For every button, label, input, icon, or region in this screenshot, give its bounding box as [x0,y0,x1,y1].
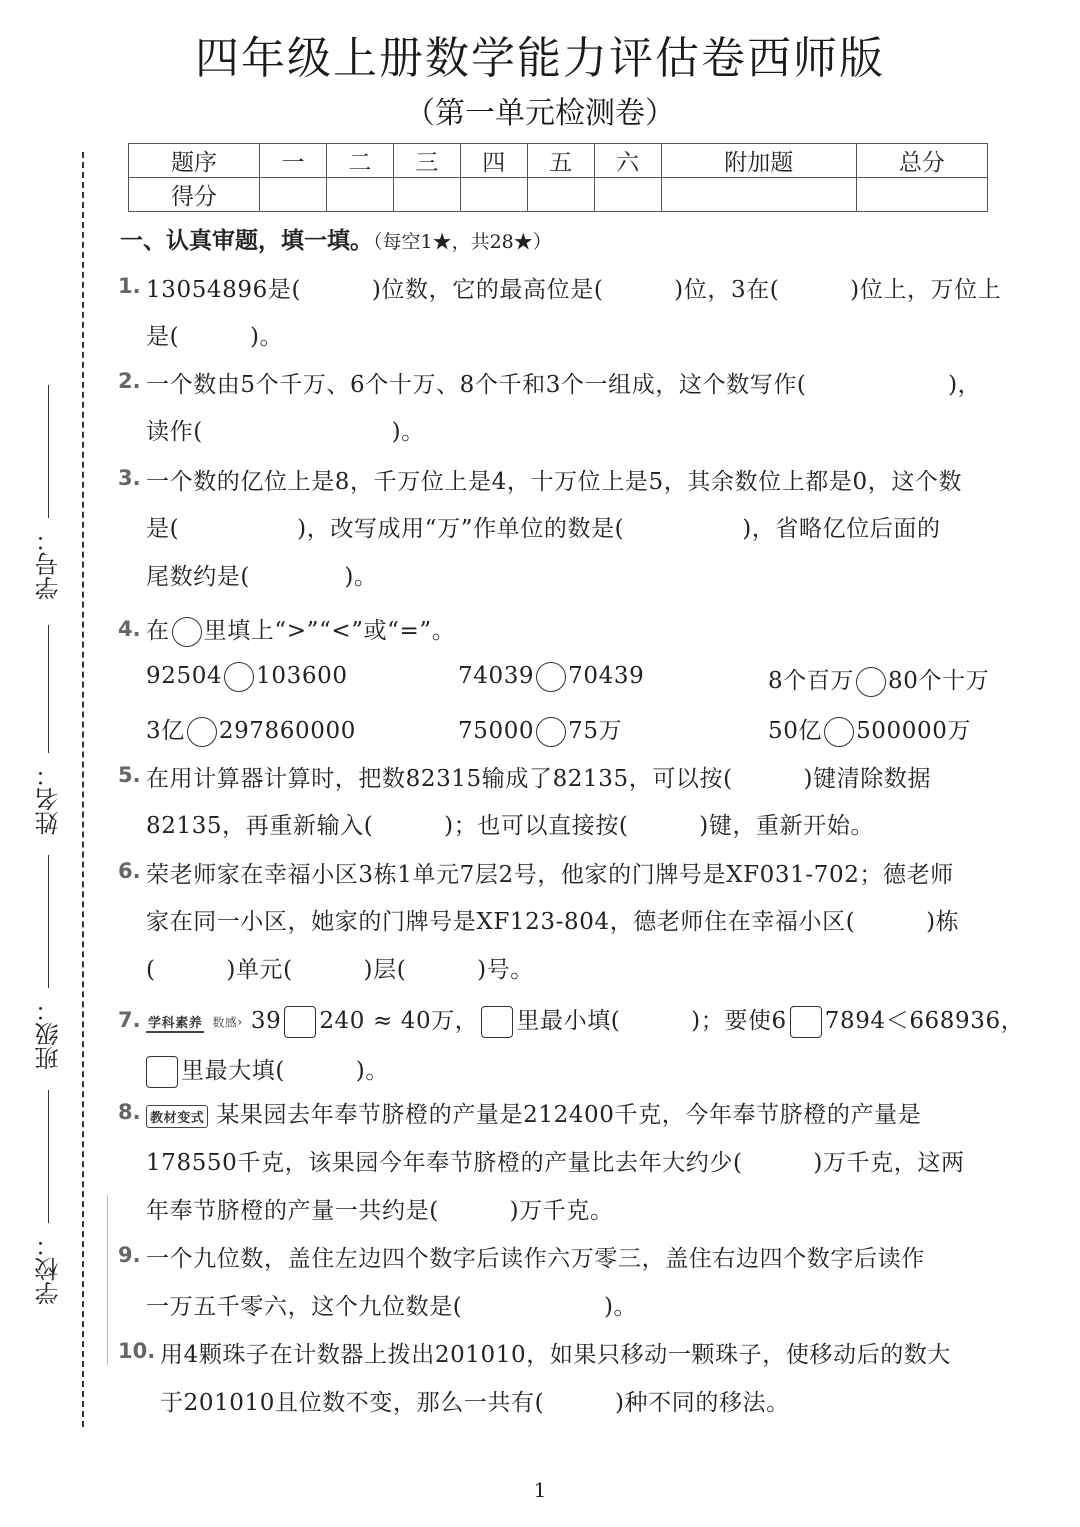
question-text: 是( )，改写成用“万”作单位的数是( )，省略亿位后面的 [146,516,941,542]
question-number: 6. [118,859,141,883]
table-cell: 总分 [856,144,987,178]
compare-left: 74039 [458,663,535,689]
question-text [146,612,455,647]
student-id-field [20,385,76,600]
circle-blank[interactable] [824,717,854,747]
compare-item [146,712,356,747]
compare-left: 75000 [458,718,535,744]
score-table-header-row [129,144,988,178]
question-text: 在用计算器计算时，把数82315输成了82135，可以按( )键清除数据 [146,766,932,792]
compare-left: 92504 [146,663,223,689]
page-number: 1 [533,1478,547,1502]
table-cell: 得分 [129,178,260,212]
question-text: 于201010且位数不变，那么一共有( )种不同的移法。 [160,1390,790,1416]
circle-blank[interactable] [536,662,566,692]
compare-left: 8个百万 [768,668,855,694]
q4-prefix: 在 [146,618,170,644]
circle-blank[interactable] [187,717,217,747]
compare-item [458,712,622,747]
question-text: 82135，再重新输入( )；也可以直接按( )键，重新开始。 [146,813,875,839]
square-blank [146,1056,178,1088]
table-cell: 二 [327,144,394,178]
question-text: 用4颗珠子在计数器上拨出201010，如果只移动一颗珠子，使移动后的数大 [160,1342,952,1368]
table-cell: 题序 [129,144,260,178]
question-text: 年奉节脐橙的产量一共约是( )万千克。 [146,1198,614,1224]
question-text: 家在同一小区，她家的门牌号是XF123-804，德老师住在幸福小区( )栋 [146,909,960,935]
q7-part: 240 ≈ 40万， [319,1008,479,1034]
score-cell[interactable] [661,178,856,212]
table-cell: 一 [260,144,327,178]
chevron-right-icon: › [237,1015,243,1029]
question-text [146,1096,921,1129]
section-title: 一、认真审题，填一填。 [120,228,373,254]
question-text: 一个数的亿位上是8，千万位上是4，十万位上是5，其余数位上都是0，这个数 [146,469,963,495]
table-cell: 附加题 [661,144,856,178]
compare-item [768,662,989,697]
score-cell[interactable] [594,178,661,212]
compare-left: 50亿 [768,718,823,744]
student-id-line [48,385,49,518]
margin-rule [107,1195,108,1365]
question-text [146,1002,1024,1038]
section-heading [120,222,552,255]
question-number: 3. [118,466,141,490]
question-number: 5. [118,763,141,787]
page-title: 四年级上册数学能力评估卷西师版 [195,33,885,84]
circle-blank[interactable] [856,667,886,697]
q7-part: 里最小填( )；要使6 [516,1008,787,1034]
compare-right: 75万 [568,718,623,744]
score-cell[interactable] [393,178,460,212]
table-cell: 六 [594,144,661,178]
question-number: 1. [118,274,141,298]
question-text [146,1052,389,1088]
question-text: 是( )。 [146,324,284,350]
compare-right: 297860000 [218,718,356,744]
question-text: 178550千克，该果园今年奉节脐橙的产量比去年大约少( )万千克，这两 [146,1150,965,1176]
q7-part: 39 [250,1008,282,1034]
question-text: 尾数约是( )。 [146,564,378,590]
name-line [48,625,49,753]
compare-item [458,662,644,692]
question-text: 一个数由5个千万、6个十万、8个千和3个一组成，这个数写作( )， [146,372,982,398]
compare-item [768,712,971,747]
compare-right: 70439 [568,663,645,689]
class-line [48,855,49,988]
compare-item [146,662,348,692]
school-label: 学校： [34,1233,63,1305]
compare-right: 103600 [256,663,348,689]
q4-suffix: 里填上“>”“<”或“=”。 [203,618,456,644]
literacy-tag: 学科素养 [146,1012,204,1033]
compare-right: 500000万 [856,718,972,744]
q8-text: 某果园去年奉节脐橙的产量是212400千克，今年奉节脐橙的产量是 [216,1102,922,1128]
name-label: 姓名： [34,763,63,835]
question-text: 13054896是( )位数，它的最高位是( )位，3在( )位上，万位上 [146,277,1002,303]
score-cell[interactable] [460,178,527,212]
q7-part: 7894＜668936， [824,1008,1025,1034]
question-number: 4. [118,617,141,641]
compare-left: 3亿 [146,718,185,744]
table-cell: 五 [527,144,594,178]
page-subtitle: （第一单元检测卷） [405,96,675,131]
table-cell: 四 [460,144,527,178]
question-text: ( )单元( )层( )号。 [146,957,534,983]
circle-blank[interactable] [536,717,566,747]
score-cell[interactable] [260,178,327,212]
question-text: 荣老师家在幸福小区3栋1单元7层2号，他家的门牌号是XF031-702；德老师 [146,862,954,888]
question-text: 一个九位数，盖住左边四个数字后读作六万零三，盖住右边四个数字后读作 [146,1246,925,1272]
class-label: 班级： [34,998,63,1070]
textbook-variant-tag: 教材变式 [146,1105,208,1128]
score-cell[interactable] [856,178,987,212]
cut-line [82,152,84,1427]
question-text: 读作( )。 [146,419,425,445]
question-number: 2. [118,369,141,393]
school-field [20,1090,76,1305]
school-line [48,1090,49,1223]
compare-right: 80个十万 [888,668,990,694]
question-number: 9. [118,1243,141,1267]
square-blank[interactable] [284,1006,316,1038]
question-number: 10. [118,1339,156,1363]
square-blank[interactable] [790,1006,822,1038]
table-cell: 三 [393,144,460,178]
literacy-subtag: 数感 [212,1015,238,1030]
circle-blank [172,617,202,647]
question-text: 一万五千零六，这个九位数是( )。 [146,1294,638,1320]
section-note: （每空1★，共28★） [373,231,552,253]
circle-blank[interactable] [224,662,254,692]
class-field [20,855,76,1070]
score-table-score-row [129,178,988,212]
question-number: 7. [118,1008,141,1032]
score-table [128,143,988,212]
score-cell[interactable] [527,178,594,212]
student-id-label: 学号： [34,528,63,600]
question-number: 8. [118,1100,141,1124]
q7-part: 里最大填( )。 [181,1058,389,1084]
name-field [20,625,76,835]
score-cell[interactable] [327,178,394,212]
square-blank [481,1006,513,1038]
